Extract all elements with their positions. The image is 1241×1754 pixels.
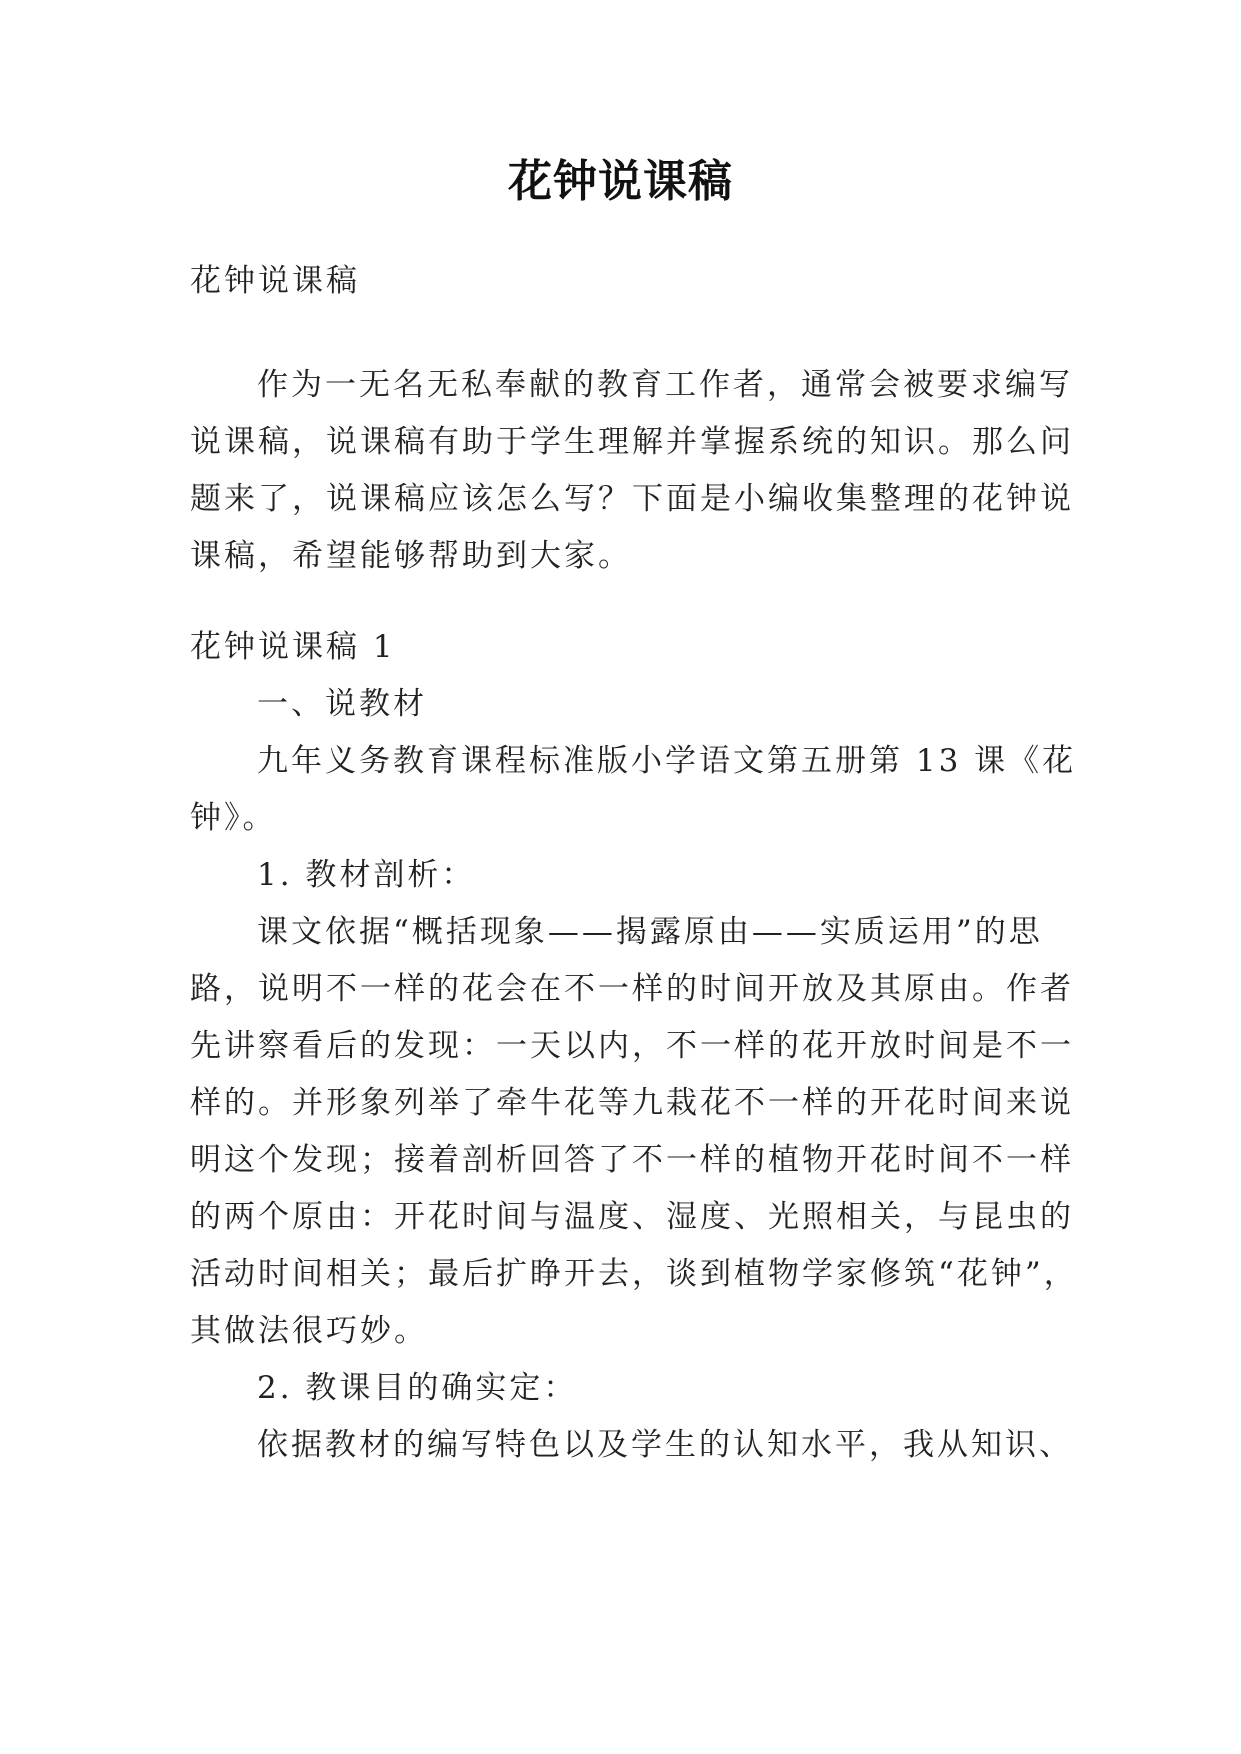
main-content bbox=[190, 619, 1078, 1474]
paragraph-line: 明这个发现；接着剖析回答了不一样的植物开花时间不一样 bbox=[190, 1142, 1074, 1178]
page-title: 花钟说课稿 bbox=[508, 156, 733, 207]
paragraph-line: 课文依据“概括现象——揭露原由——实质运用”的思 bbox=[257, 914, 1043, 950]
paragraph-line: 活动时间相关；最后扩睁开去，谈到植物学家修筑“花钟”， bbox=[190, 1256, 1078, 1292]
paragraph-line: 作为一无名无私奉献的教育工作者，通常会被要求编写 bbox=[257, 367, 1073, 403]
subtitle-line: 花钟说课稿 bbox=[190, 263, 360, 299]
paragraph-line: 的两个原由：开花时间与温度、湿度、光照相关，与昆虫的 bbox=[190, 1199, 1074, 1235]
intro-paragraph bbox=[190, 357, 1074, 585]
paragraph-line: 样的。并形象列举了牵牛花等九栽花不一样的开花时间来说 bbox=[190, 1085, 1074, 1121]
paragraph-line: 其做法很巧妙。 bbox=[190, 1313, 428, 1349]
paragraph-line: 依据教材的编写特色以及学生的认知水平，我从知识、 bbox=[257, 1427, 1073, 1463]
section-heading: 一、说教材 bbox=[257, 686, 427, 722]
subheading: 2. 教课目的确实定： bbox=[257, 1370, 578, 1406]
paragraph-line: 路，说明不一样的花会在不一样的时间开放及其原由。作者 bbox=[190, 971, 1074, 1007]
paragraph-line: 题来了，说课稿应该怎么写？下面是小编收集整理的花钟说 bbox=[190, 481, 1074, 517]
paragraph-line: 说课稿，说课稿有助于学生理解并掌握系统的知识。那么问 bbox=[190, 424, 1074, 460]
section-title: 花钟说课稿 1 bbox=[190, 629, 396, 665]
paragraph-line: 钟》。 bbox=[190, 800, 277, 836]
document-subtitle bbox=[190, 253, 1060, 310]
paragraph-line: 课稿，希望能够帮助到大家。 bbox=[190, 538, 632, 574]
paragraph-line: 九年义务教育课程标准版小学语文第五册第 13 课《花 bbox=[257, 743, 1077, 779]
paragraph-line: 先讲察看后的发现：一天以内，不一样的花开放时间是不一 bbox=[190, 1028, 1074, 1064]
subheading: 1. 教材剖析： bbox=[257, 857, 476, 893]
